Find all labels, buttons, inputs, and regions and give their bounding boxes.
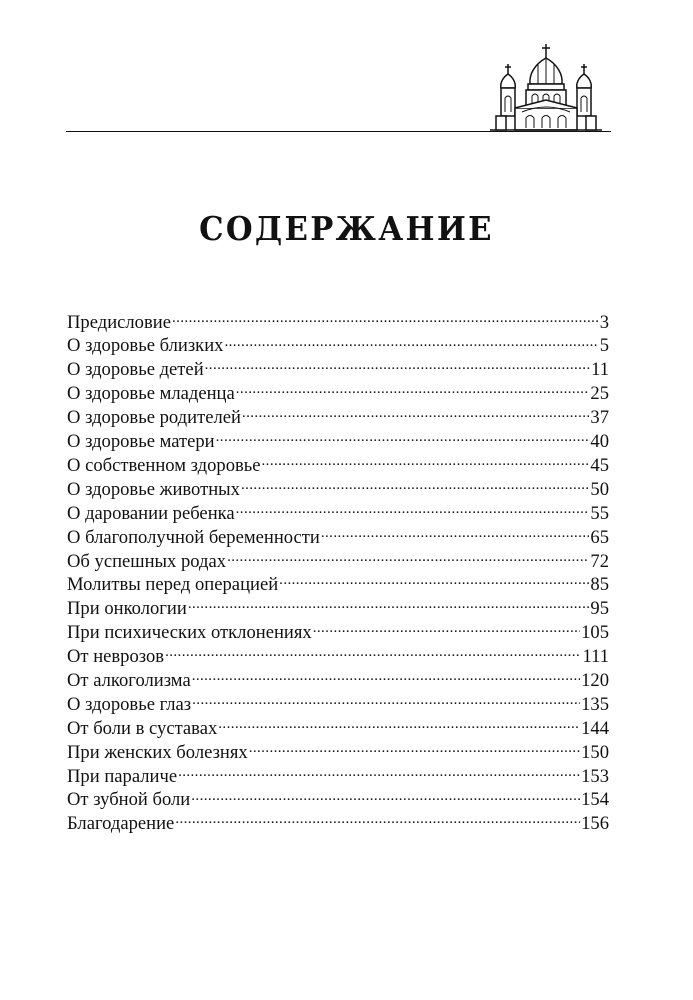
toc-dot-leader <box>191 787 580 806</box>
toc-entry-page: 72 <box>590 550 609 572</box>
toc-entry <box>67 667 609 691</box>
toc-dot-leader <box>241 476 589 495</box>
toc-entry <box>67 763 609 787</box>
toc-entry-page: 105 <box>581 622 609 644</box>
toc-dot-leader <box>172 309 599 328</box>
toc-entry-page: 156 <box>581 813 609 835</box>
header-rule <box>66 131 611 132</box>
toc-entry <box>67 428 609 452</box>
toc-entry <box>67 381 609 405</box>
toc-entry <box>67 787 609 811</box>
toc-entry-label: Об успешных родах <box>67 550 227 572</box>
toc-entry-page: 40 <box>590 431 609 453</box>
toc-dot-leader <box>188 596 590 615</box>
toc-entry-page: 3 <box>599 311 609 333</box>
toc-entry <box>67 476 609 500</box>
toc-dot-leader <box>279 572 589 591</box>
toc-entry-label: О даровании ребенка <box>67 502 235 524</box>
toc-dot-leader <box>249 739 580 758</box>
toc-entry <box>67 596 609 620</box>
toc-dot-leader <box>236 381 590 400</box>
toc-entry-label: От зубной боли <box>67 789 191 811</box>
toc-dot-leader <box>224 333 598 352</box>
toc-entry-label: О здоровье младенца <box>67 383 235 405</box>
toc-entry <box>67 452 609 476</box>
toc-entry <box>67 811 609 835</box>
toc-entry <box>67 357 609 381</box>
toc-dot-leader <box>313 620 580 639</box>
toc-entry <box>67 715 609 739</box>
toc-entry-label: От боли в суставах <box>67 717 218 739</box>
toc-entry-page: 65 <box>590 526 609 548</box>
toc-entry-label: Предисловие <box>67 311 171 333</box>
toc-entry-label: О благополучной беременности <box>67 526 320 548</box>
toc-entry-label: О здоровье глаз <box>67 693 192 715</box>
toc-dot-leader <box>227 548 589 567</box>
toc-entry-label: При женских болезнях <box>67 741 248 763</box>
toc-dot-leader <box>205 357 590 376</box>
toc-entry-label: При онкологии <box>67 598 187 620</box>
toc-entry-page: 11 <box>591 359 609 381</box>
toc-entry <box>67 643 609 667</box>
toc-entry-page: 150 <box>581 741 609 763</box>
toc-entry-label: О здоровье животных <box>67 478 240 500</box>
toc-entry-page: 95 <box>590 598 609 620</box>
toc-entry-page: 55 <box>590 502 609 524</box>
toc-entry-page: 154 <box>581 789 609 811</box>
page-title: СОДЕРЖАНИЕ <box>199 209 494 248</box>
toc-entry <box>67 620 609 644</box>
toc-entry <box>67 572 609 596</box>
toc-entry-page: 120 <box>581 669 609 691</box>
toc-entry-page: 25 <box>590 383 609 405</box>
toc-entry <box>67 500 609 524</box>
toc-entry-label: О собственном здоровье <box>67 454 261 476</box>
toc-dot-leader <box>236 500 590 519</box>
toc-entry-label: О здоровье близких <box>67 335 224 357</box>
toc-entry-page: 50 <box>590 478 609 500</box>
toc-entry-page: 153 <box>581 765 609 787</box>
toc-dot-leader <box>218 715 580 734</box>
toc-dot-leader <box>165 643 581 662</box>
toc-dot-leader <box>192 691 580 710</box>
toc-entry <box>67 405 609 429</box>
toc-entry-label: О здоровье матери <box>67 431 215 453</box>
toc-dot-leader <box>175 811 580 830</box>
toc-dot-leader <box>178 763 580 782</box>
toc-entry <box>67 548 609 572</box>
table-of-contents <box>67 309 609 835</box>
toc-dot-leader <box>192 667 580 686</box>
toc-dot-leader <box>321 524 590 543</box>
toc-dot-leader <box>242 405 589 424</box>
toc-entry-page: 5 <box>599 335 609 357</box>
toc-entry-page: 135 <box>581 693 609 715</box>
toc-entry-label: О здоровье родителей <box>67 407 241 429</box>
toc-entry-label: При психических отклонениях <box>67 622 312 644</box>
toc-entry <box>67 524 609 548</box>
toc-entry-page: 37 <box>590 407 609 429</box>
toc-entry-label: Благодарение <box>67 813 175 835</box>
cathedral-icon <box>486 42 606 134</box>
toc-entry-label: От алкоголизма <box>67 669 191 691</box>
toc-entry <box>67 739 609 763</box>
toc-entry-page: 111 <box>582 646 609 668</box>
toc-entry <box>67 691 609 715</box>
toc-dot-leader <box>262 452 590 471</box>
toc-entry-page: 85 <box>590 574 609 596</box>
toc-entry-page: 45 <box>590 454 609 476</box>
toc-entry-label: Молитвы перед операцией <box>67 574 279 596</box>
toc-entry-label: От неврозов <box>67 646 165 668</box>
toc-dot-leader <box>216 428 590 447</box>
toc-entry-label: При параличе <box>67 765 178 787</box>
toc-entry <box>67 309 609 333</box>
toc-entry-page: 144 <box>581 717 609 739</box>
toc-entry-label: О здоровье детей <box>67 359 204 381</box>
toc-entry <box>67 333 609 357</box>
